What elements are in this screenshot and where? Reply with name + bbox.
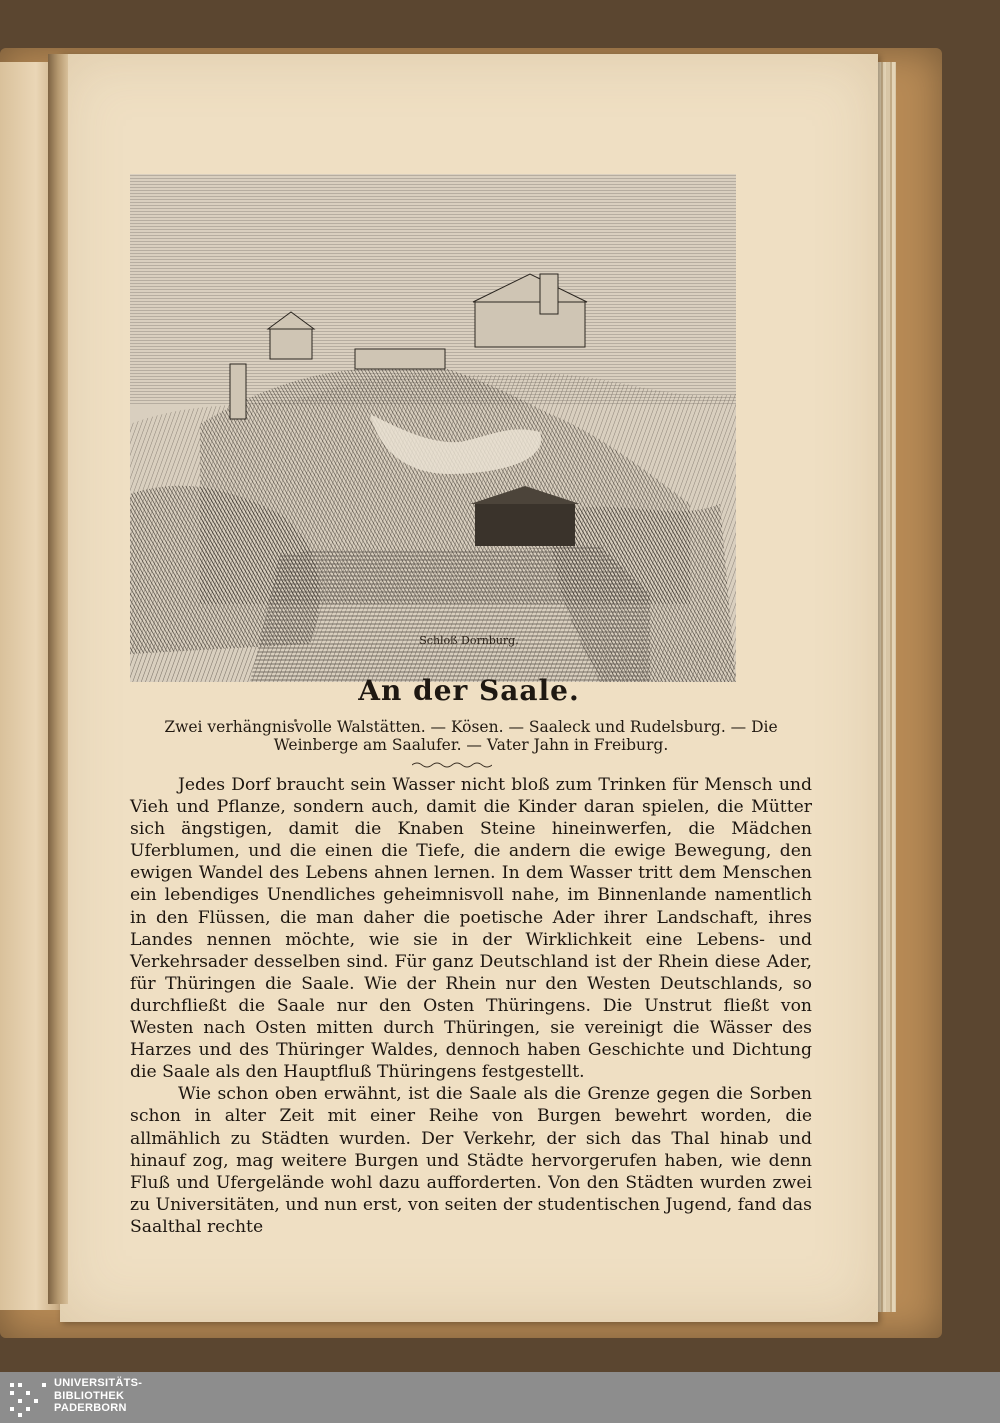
engraving-illustration <box>130 174 736 682</box>
library-name <box>54 1377 142 1415</box>
chapter-body <box>130 774 812 1238</box>
library-footer-bar <box>0 1372 1000 1423</box>
subtitle-line: Weinberge am Saalufer. — Vater Jahn in Freiburg. <box>273 736 669 754</box>
library-name-line: BIBLIOTHEK <box>54 1389 125 1402</box>
subtitle-line: Zwei verhängnisvolle Walstätten. — Kösen. — Saaleck und Rudelsburg. — Die <box>164 718 778 736</box>
paragraph: Jedes Dorf braucht sein Wasser nicht bloß zum Trinken für Mensch und Vieh und Pflanze, sondern auch, damit die Kinder daran spielen, die Mütter sich ängstigen, damit die Knaben Steine hineinwerfen, die Mädchen Uferblumen, und die einen die Tiefe, die andern die ewige Bewegung, den ewigen Wandel des Lebens ahnen lernen. In dem Wasser tritt dem Menschen ein lebendiges Unendliches geheimnisvoll nahe, im Binnenlande namentlich in den Flüssen, die man daher die poetische Ader ihrer Landschaft, ihres Landes nennen möchte, wie sie in der Wirklichkeit eine Lebens- und Verkehrsader desselben sind. Für ganz Deutschland ist der Rhein diese Ader, für Thüringen die Saale. Wie der Rhein nur den Westen Deutschlands, so durchfließt die Saale nur den Osten Thüringens. Die Unstrut fließt von Westen nach Osten mitten durch Thüringen, sie vereinigt die Wässer des Harzes und des Thüringer Waldes, dennoch haben Geschichte und Dichtung die Saale als den Hauptfluß Thüringens festgestellt. <box>130 775 812 1083</box>
library-name-line: UNIVERSITÄTS- <box>54 1377 143 1389</box>
library-name-line: PADERBORN <box>54 1402 127 1414</box>
chapter-subtitle <box>130 718 812 754</box>
chapter-title: An der Saale. <box>358 674 580 707</box>
book-page <box>60 54 878 1322</box>
decorative-wavy-rule <box>412 761 492 769</box>
paragraph: Wie schon oben erwähnt, ist die Saale als die Grenze gegen die Sorben schon in alter Zeit mit einer Reihe von Burgen bewehrt worden, die allmählich zu Städten wurden. Der Verkehr, der sich das Thal hinab und hinauf zog, mag weitere Burgen und Städte hervorgerufen haben, wie denn Fluß und Ufergelände wohl dazu aufforderten. Von den Städten wurden zwei zu Universitäten, und nun erst, von seiten der studentischen Jugend, fand das Saalthal rechte <box>130 1084 812 1237</box>
illustration-caption: Schloß Dornburg. <box>419 634 519 647</box>
library-logo-icon <box>8 1379 48 1419</box>
